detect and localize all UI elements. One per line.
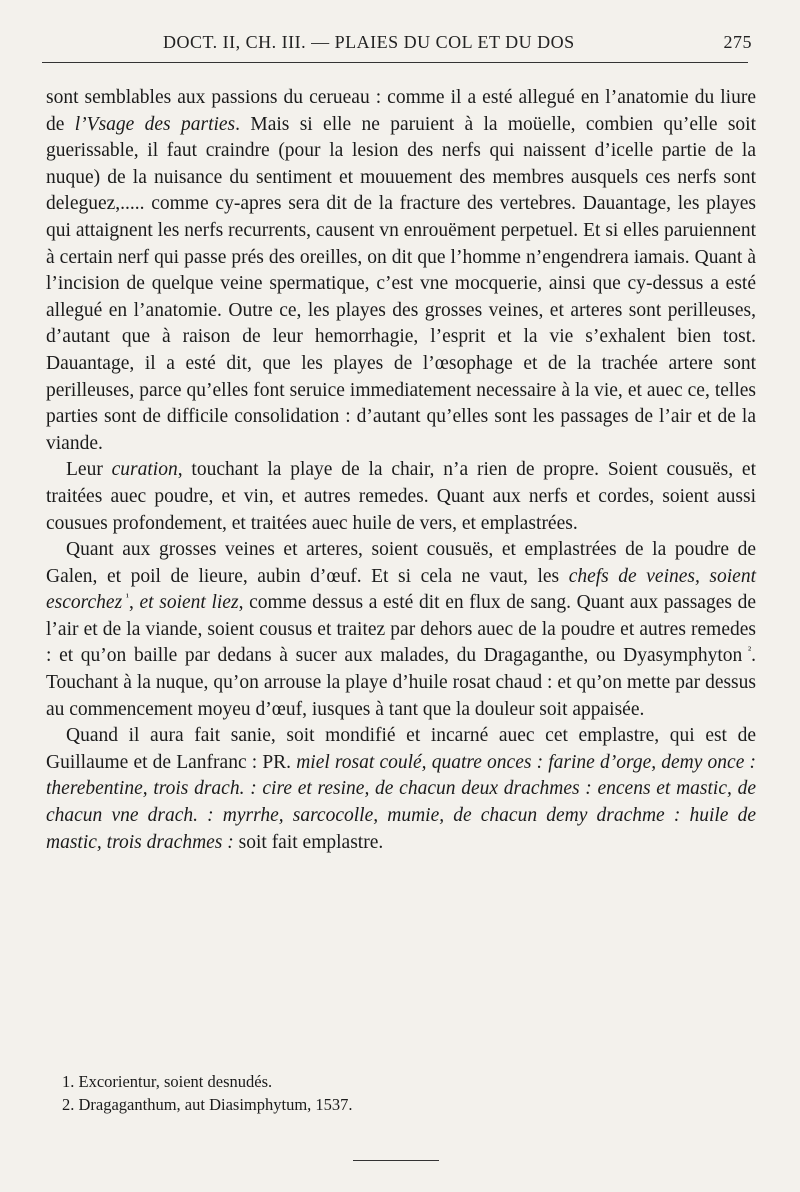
- italic-text: chefs de veines, soient escorchez: [46, 565, 756, 614]
- footnote-ref: ¹: [122, 591, 129, 604]
- footnote-1: 1. Excorientur, soient desnudés.: [62, 1072, 273, 1091]
- paragraph: [46, 537, 756, 723]
- text-run: , comme dessus a esté dit en flux de sang. Quant aux passages de l’air et de la viande, soient cousus et traitez par dehors auec de la poudre et autres remedes : et qu’on baille par dedans à sucer aux malades, du Dragaganthe, ou Dyasymphyton: [46, 592, 756, 667]
- text-run: ,: [129, 592, 140, 614]
- running-head: [48, 30, 752, 56]
- paragraph: [46, 457, 756, 537]
- paragraph: [46, 85, 756, 457]
- text-run: , touchant la playe de la chair, n’a rien de propre. Soient cousuës, et traitées auec poudre, et vin, et autres remedes. Quant aux nerfs et cordes, soient aussi cousues profondement, et traitées auec huile de vers, et emplastrées.: [46, 459, 756, 534]
- italic-text: miel rosat coulé, quatre onces : farine d’orge, demy once : therebentine, trois drach. : cire et resine, de chacun deux drachmes : encens et mastic, de chacun vne drach. : myrrhe, sarcocolle, mumie, de chacun demy drachme : huile de mastic, trois drachmes :: [46, 751, 756, 853]
- text-run: Leur: [66, 459, 112, 481]
- header-rule: [42, 62, 748, 63]
- footnote-2: 2. Dragaganthum, aut Diasimphytum, 1537.: [62, 1095, 353, 1114]
- running-title: DOCT. II, CH. III. — PLAIES DU COL ET DU DOS: [163, 32, 575, 52]
- body-text: [46, 85, 756, 856]
- text-run: sont semblables aux passions du cerueau : comme il a esté allegué en l’anatomie du liure de: [46, 87, 756, 135]
- text-run: . Mais si elle ne paruient à la moüelle, combien qu’elle soit guerissable, il faut craindre (pour la lesion des nerfs qui naissent d’icelle partie de la nuque) de la nuisance du sentiment et mouuement des membres ausquels ces nerfs sont deleguez,..... comme cy-apres sera dit de la fracture des vertebres. Dauantage, les playes qui attaignent les nerfs recurrents, causent vn enrouëment perpetuel. Et si elles paruiennent à certain nerf qui passe prés des oreilles, on dit que l’homme n’engendrera iamais. Quant à l’incision de quelque veine spermatique, c’est vne mocquerie, ainsi que cy-dessus a esté allegué en l’anatomie. Outre ce, les playes des grosses veines, et arteres sont perilleuses, d’autant que à raison de leur hemorrhagie, l’esprit et la vie s’exhalent bien tost. Dauantage, il a esté dit, que les playes de l’œsophage et de la trachée artere sont perilleuses, parce qu’elles font seruice immediatement necessaire à la vie, et auec ce, telles parties sont de difficile consolidation : d’autant qu’elles sont les passages de l’air et de la viande.: [46, 113, 757, 454]
- bottom-rule: [353, 1160, 439, 1161]
- footnotes: [62, 1070, 702, 1116]
- text-run: . Touchant à la nuque, qu’on arrouse la playe d’huile rosat chaud : et qu’on mette par dessus au commencement moyeu d’œuf, iusques à tant que la douleur soit appaisée.: [46, 645, 756, 720]
- text-run: Quant aux grosses veines et arteres, soient cousuës, et emplastrées de la poudre de Galen, et poil de lieure, aubin d’œuf. Et si cela ne vaut, les: [46, 539, 756, 587]
- text-run: Quand il aura fait sanie, soit mondifié et incarné auec cet emplastre, qui est de Guillaume et de Lanfranc : PR.: [46, 725, 756, 773]
- italic-text: et soient liez: [139, 592, 239, 614]
- page-number: 275: [723, 32, 752, 52]
- footnote-ref: ²: [742, 644, 752, 657]
- italic-text: l’Vsage des parties: [74, 113, 236, 135]
- text-run: soit fait emplastre.: [233, 831, 384, 853]
- italic-text: curation: [111, 459, 178, 481]
- paragraph: [46, 723, 756, 856]
